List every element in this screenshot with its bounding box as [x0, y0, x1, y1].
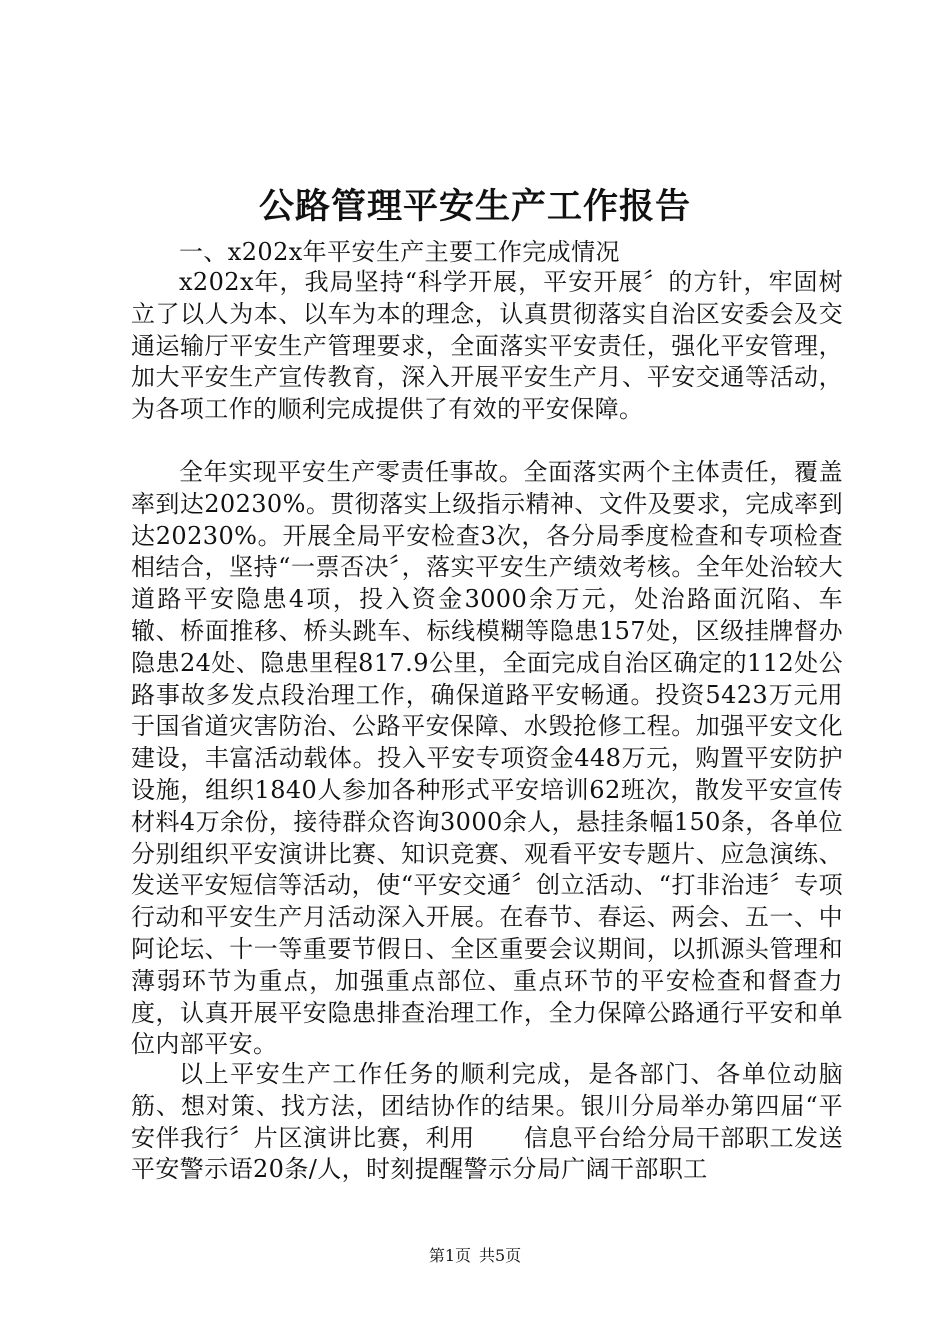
page-footer [0, 1244, 950, 1268]
section-heading: 一、x202x年平安生产主要工作完成情况 [179, 238, 620, 266]
document-title: 公路管理平安生产工作报告 [258, 186, 691, 227]
page-number: 第1页 [428, 1246, 471, 1265]
page-total: 共5页 [479, 1246, 522, 1265]
body-paragraph-2: 全年实现平安生产零责任事故。全面落实两个主体责任，覆盖率到达20230%。贯彻落实上级指示精神、文件及要求，完成率到达20230%。开展全局平安检查3次，各分局季度检查和专项检查相结合，坚持“一票否决〞，落实平安生产绩效考核。全年处治较大道路平安隐患4项，投入资金3000余万元，处治路面沉陷、车辙、桥面推移、桥头跳车、标线模糊等隐患157处，区级挂牌督办隐患24处、隐患里程817.9公里，全面完成自治区确定的112处公路事故多发点段治理工作，确保道路平安畅通。投资5423万元用于国省道灾害防治、公路平安保障、水毁抢修工程。加强平安文化建设，丰富活动载体。投入平安专项资金448万元，购置平安防护设施，组织1840人参加各种形式平安培训62班次，散发平安宣传材料4万余份，接待群众咨询3000余人，悬挂条幅150条，各单位分别组织平安演讲比赛、知识竞赛、观看平安专题片、应急演练、发送平安短信等活动，使“平安交通〞创立活动、“打非治违〞专项行动和平安生产月活动深入开展。在春节、春运、两会、五一、中阿论坛、十一等重要节假日、全区重要会议期间，以抓源头管理和薄弱环节为重点，加强重点部位、重点环节的平安检查和督查力度，认真开展平安隐患排查治理工作，全力保障公路通行平安和单位内部平安。 [131, 458, 843, 1059]
body-paragraph-3: 以上平安生产工作任务的顺利完成，是各部门、各单位动脑筋、想对策、找方法，团结协作的结果。银川分局举办第四届“平安伴我行〞片区演讲比赛，利用 信息平台给分局干部职工发送平安警示语20条/人，时刻提醒警示分局广阔干部职工 [131, 1060, 843, 1184]
body-paragraph-1: x202x年，我局坚持“科学开展，平安开展〞的方针，牢固树立了以人为本、以车为本的理念，认真贯彻落实自治区安委会及交通运输厅平安生产管理要求，全面落实平安责任，强化平安管理，加大平安生产宣传教育，深入开展平安生产月、平安交通等活动，为各项工作的顺利完成提供了有效的平安保障。 [131, 268, 843, 424]
